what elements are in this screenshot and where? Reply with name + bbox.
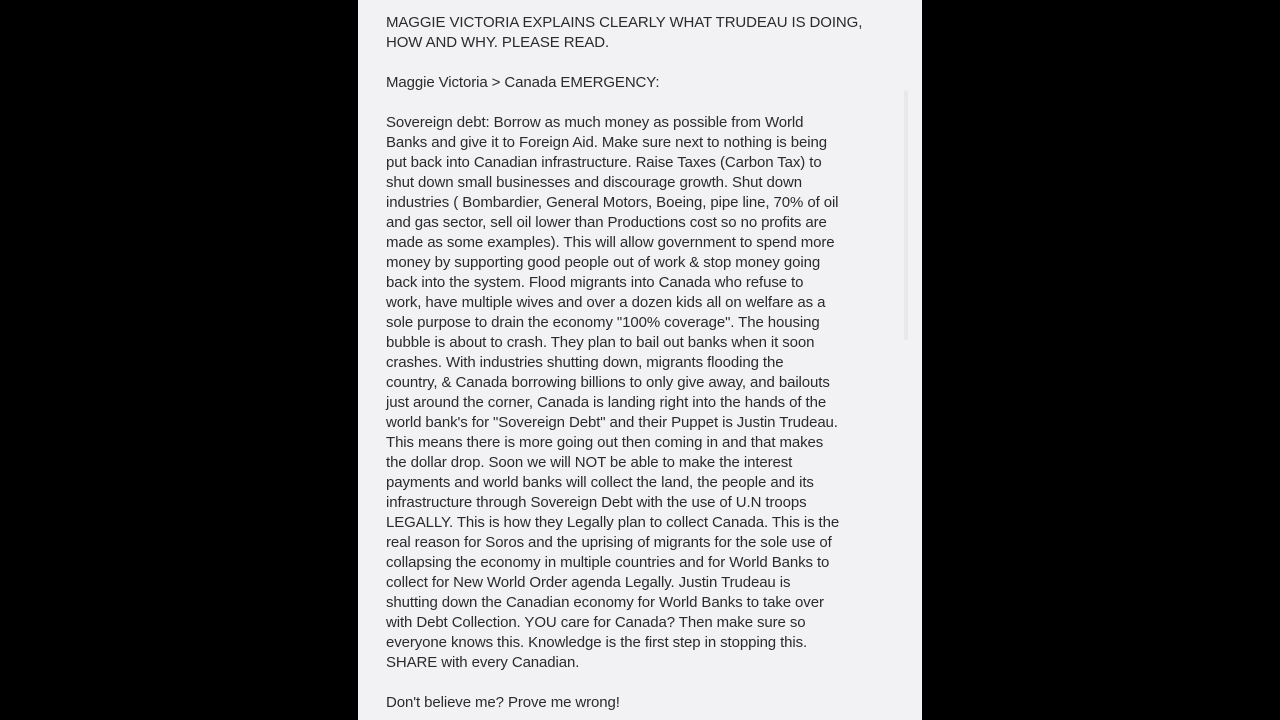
closing-line: Don't believe me? Prove me wrong! — [386, 694, 620, 711]
body-line: SHARE with every Canadian. — [386, 654, 580, 671]
author-line: Maggie Victoria > Canada EMERGENCY: — [386, 74, 660, 91]
body-line: sole purpose to drain the economy "100% coverage". The housing — [386, 314, 820, 331]
post-author-line — [386, 73, 896, 93]
body-line: This means there is more going out then coming in and that makes — [386, 434, 824, 451]
body-line: put back into Canadian infrastructure. Raise Taxes (Carbon Tax) to — [386, 154, 822, 171]
body-line: Sovereign debt: Borrow as much money as possible from World — [386, 114, 804, 131]
body-line: back into the system. Flood migrants into Canada who refuse to — [386, 274, 804, 291]
body-line: collect for New World Order agenda Legally. Justin Trudeau is — [386, 574, 791, 591]
body-line: crashes. With industries shutting down, migrants flooding the — [386, 354, 784, 371]
post-closing — [386, 693, 896, 713]
paragraph-gap — [386, 673, 896, 693]
headline-line: HOW AND WHY. PLEASE READ. — [386, 34, 610, 51]
body-line: made as some examples). This will allow government to spend more — [386, 234, 835, 251]
body-line: collapsing the economy in multiple countries and for World Banks to — [386, 554, 830, 571]
body-line: Banks and give it to Foreign Aid. Make sure next to nothing is being — [386, 134, 827, 151]
headline-line: MAGGIE VICTORIA EXPLAINS CLEARLY WHAT TRUDEAU IS DOING, — [386, 14, 863, 31]
post-card — [358, 0, 922, 720]
body-line: bubble is about to crash. They plan to bail out banks when it soon — [386, 334, 815, 351]
body-line: country, & Canada borrowing billions to only give away, and bailouts — [386, 374, 830, 391]
body-line: and gas sector, sell oil lower than Productions cost so no profits are — [386, 214, 827, 231]
post-headline — [386, 13, 896, 53]
body-line: world bank's for "Sovereign Debt" and their Puppet is Justin Trudeau. — [386, 414, 838, 431]
body-line: the dollar drop. Soon we will NOT be able to make the interest — [386, 454, 793, 471]
body-line: infrastructure through Sovereign Debt with the use of U.N troops — [386, 494, 807, 511]
body-line: real reason for Soros and the uprising of migrants for the sole use of — [386, 534, 832, 551]
post-text — [386, 13, 896, 713]
post-body — [386, 113, 896, 673]
body-line: LEGALLY. This is how they Legally plan to collect Canada. This is the — [386, 514, 840, 531]
body-line: just around the corner, Canada is landing right into the hands of the — [386, 394, 827, 411]
body-line: shutting down the Canadian economy for World Banks to take over — [386, 594, 824, 611]
body-line: money by supporting good people out of work & stop money going — [386, 254, 821, 271]
paragraph-gap — [386, 53, 896, 73]
body-line: everyone knows this. Knowledge is the first step in stopping this. — [386, 634, 808, 651]
body-line: with Debt Collection. YOU care for Canada? Then make sure so — [386, 614, 806, 631]
paragraph-gap — [386, 93, 896, 113]
body-line: work, have multiple wives and over a dozen kids all on welfare as a — [386, 294, 826, 311]
body-line: payments and world banks will collect the land, the people and its — [386, 474, 814, 491]
body-line: shut down small businesses and discourage growth. Shut down — [386, 174, 803, 191]
body-line: industries ( Bombardier, General Motors, Boeing, pipe line, 70% of oil — [386, 194, 839, 211]
